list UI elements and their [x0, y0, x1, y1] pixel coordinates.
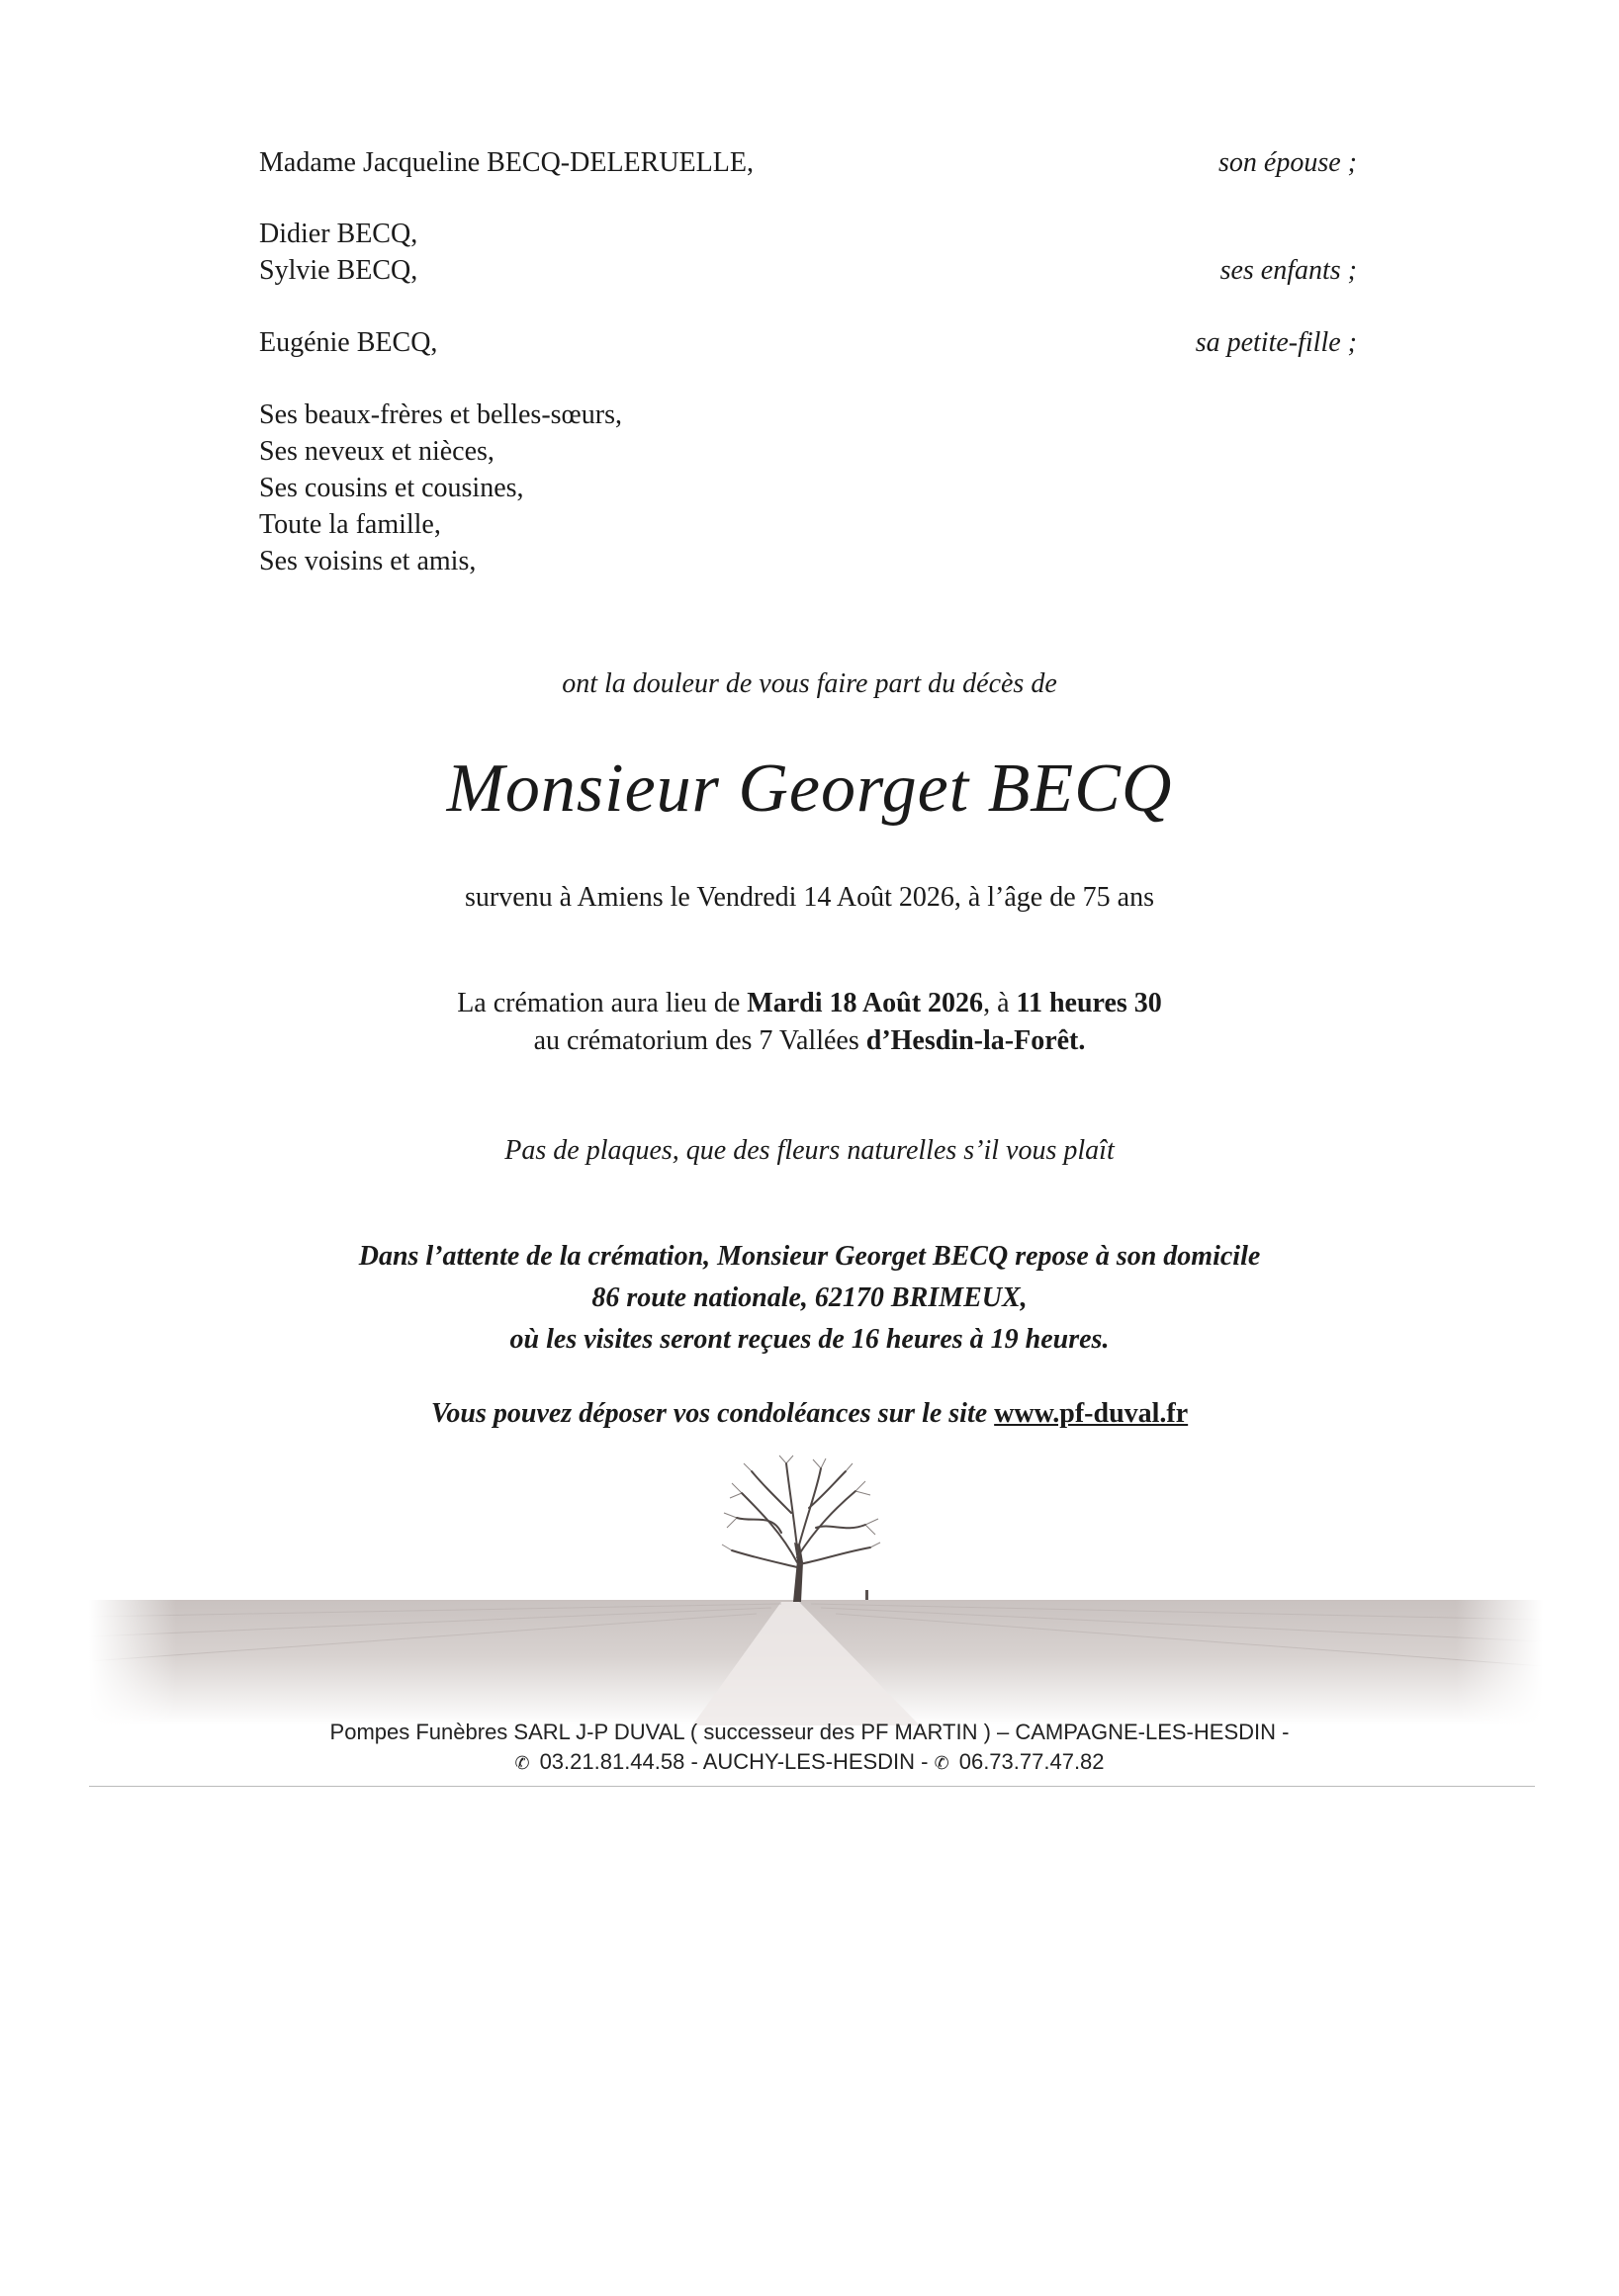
relative-line: Ses cousins et cousines, — [259, 473, 524, 503]
child-name: Sylvie BECQ, — [259, 255, 418, 286]
granddaughter-row — [259, 324, 1357, 364]
children-names — [259, 216, 417, 289]
granddaughter-relation: sa petite-fille ; — [1195, 327, 1357, 358]
children-row — [259, 216, 1357, 295]
spouse-row — [259, 144, 1357, 184]
cremation-line-2: au crématorium des 7 Vallées d’Hesdin-la-Forêt. — [533, 1025, 1086, 1056]
children-relation: ses enfants ; — [1219, 255, 1357, 286]
phone-1: 03.21.81.44.58 — [539, 1749, 685, 1774]
repose-line-2: 86 route nationale, 62170 BRIMEUX, — [591, 1282, 1028, 1313]
cremation-place: d’Hesdin-la-Forêt. — [865, 1025, 1086, 1056]
other-relatives — [259, 397, 1357, 579]
relative-line: Toute la famille, — [259, 509, 441, 540]
condolences-link[interactable]: www.pf-duval.fr — [994, 1398, 1189, 1429]
flowers-note: Pas de plaques, que des fleurs naturelles s’il vous plaît — [504, 1135, 1115, 1166]
phone-icon: ✆ — [934, 1753, 949, 1773]
repose-line-3: où les visites seront reçues de 16 heures à 19 heures. — [509, 1324, 1110, 1355]
granddaughter-name: Eugénie BECQ, — [259, 327, 438, 358]
cremation-info — [0, 985, 1619, 1060]
condolences-text: Vous pouvez déposer vos condoléances sur le site — [430, 1398, 995, 1429]
phone-2: 06.73.77.47.82 — [958, 1749, 1105, 1774]
spouse-relation: son épouse ; — [1218, 147, 1357, 178]
footer — [0, 1718, 1619, 1778]
spouse-name: Madame Jacqueline BECQ-DELERUELLE, — [259, 147, 754, 178]
relative-line: Ses beaux-frères et belles-sœurs, — [259, 399, 622, 430]
deceased-name: Monsieur Georget BECQ — [446, 751, 1173, 827]
child-name: Didier BECQ, — [259, 219, 418, 249]
footer-divider — [89, 1786, 1535, 1787]
cremation-time: 11 heures 30 — [1016, 988, 1162, 1018]
footer-line-1: Pompes Funèbres SARL J-P DUVAL ( successeur des PF MARTIN ) – CAMPAGNE-LES-HESDIN - — [329, 1720, 1290, 1744]
announcement-intro: ont la douleur de vous faire part du décès de — [562, 668, 1057, 699]
relative-line: Ses voisins et amis, — [259, 546, 477, 576]
repose-info — [0, 1236, 1619, 1361]
footer-line-2: ✆ 03.21.81.44.58 - AUCHY-LES-HESDIN - ✆ 06.73.77.47.82 — [0, 1747, 1619, 1778]
relative-line: Ses neveux et nièces, — [259, 436, 495, 467]
landscape-tree-image — [89, 1454, 1543, 1725]
death-info: survenu à Amiens le Vendredi 14 Août 2026, à l’âge de 75 ans — [464, 882, 1154, 913]
repose-line-1: Dans l’attente de la crémation, Monsieur Georget BECQ repose à son domicile — [358, 1241, 1261, 1272]
cremation-line-1: La crémation aura lieu de Mardi 18 Août 2026, à 11 heures 30 — [457, 988, 1162, 1018]
cremation-date: Mardi 18 Août 2026 — [747, 988, 984, 1018]
condolences — [0, 1398, 1619, 1430]
phone-icon: ✆ — [514, 1753, 530, 1773]
